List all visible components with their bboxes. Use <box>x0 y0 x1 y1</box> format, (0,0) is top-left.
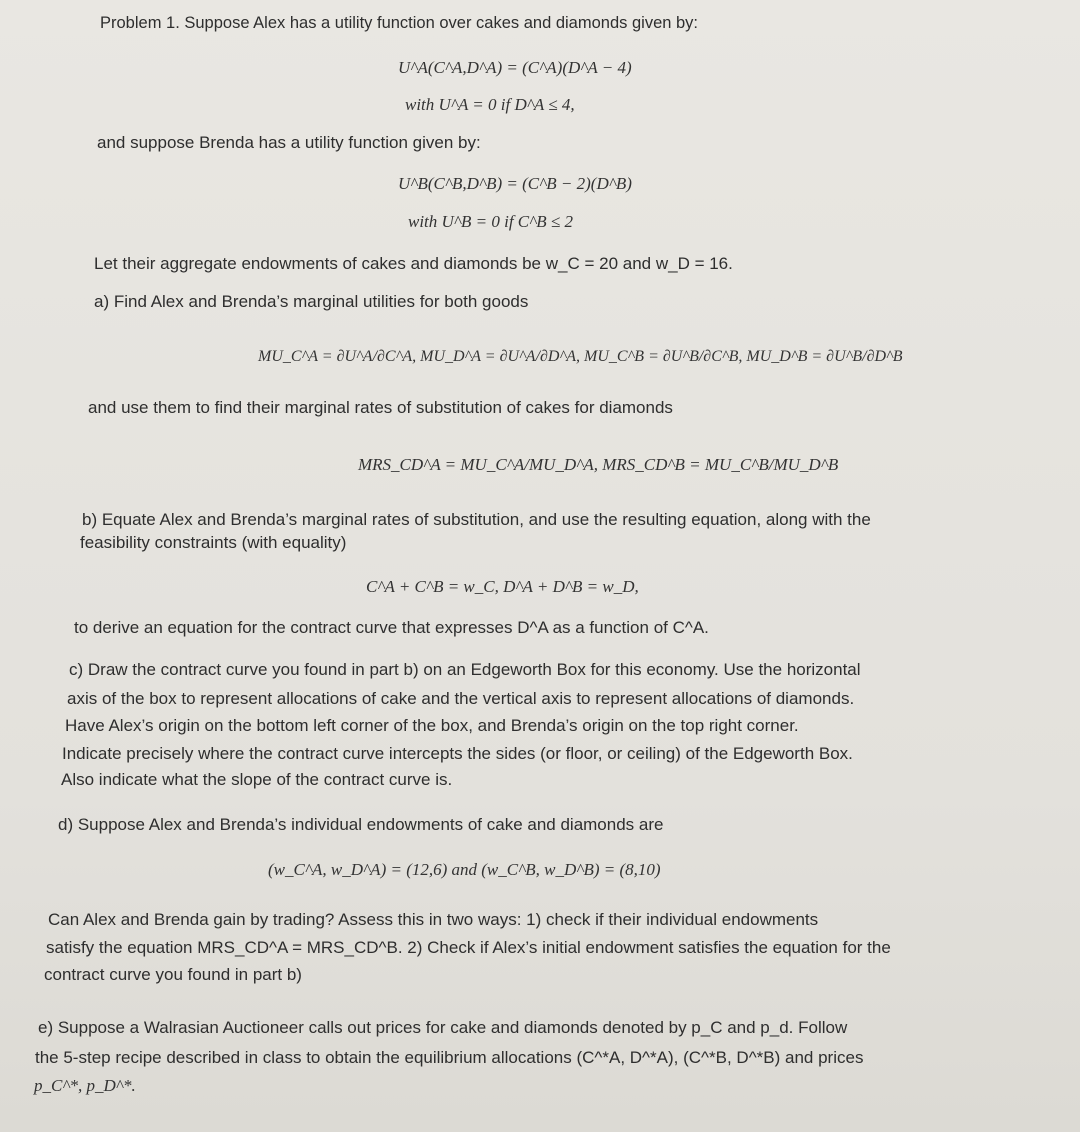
part-a-text-2: and use them to find their marginal rates of substitution of cakes for diamonds <box>88 398 673 417</box>
equation-utility-brenda-condition: with U^B = 0 if C^B ≤ 2 <box>408 212 574 231</box>
equation-utility-alex: U^A(C^A,D^A) = (C^A)(D^A − 4) <box>398 58 632 77</box>
part-c-line-1: c) Draw the contract curve you found in part b) on an Edgeworth Box for this economy. Use the horizontal <box>69 660 861 679</box>
part-b-line-1: b) Equate Alex and Brenda’s marginal rates of substitution, and use the resulting equation, along with the <box>82 510 871 529</box>
feasibility-constraints: C^A + C^B = w_C, D^A + D^B = w_D, <box>366 577 639 596</box>
part-c-line-5: Also indicate what the slope of the contract curve is. <box>61 770 453 789</box>
part-c-line-4: Indicate precisely where the contract curve intercepts the sides (or floor, or ceiling) of the Edgeworth Box. <box>62 744 853 763</box>
part-d-text: d) Suppose Alex and Brenda’s individual endowments of cake and diamonds are <box>58 815 664 834</box>
individual-endowments: (w_C^A, w_D^A) = (12,6) and (w_C^B, w_D^B) = (8,10) <box>268 860 661 879</box>
part-a-text: a) Find Alex and Brenda’s marginal utilities for both goods <box>94 292 529 311</box>
part-d-question-2: satisfy the equation MRS_CD^A = MRS_CD^B. 2) Check if Alex’s initial endowment satisfies the equation for the <box>46 938 891 957</box>
part-e-line-2: the 5-step recipe described in class to obtain the equilibrium allocations (C^*A, D^*A), (C^*B, D^*B) and prices <box>35 1048 864 1067</box>
equation-utility-brenda: U^B(C^B,D^B) = (C^B − 2)(D^B) <box>398 174 632 193</box>
part-b-line-3: to derive an equation for the contract curve that expresses D^A as a function of C^A. <box>74 618 709 637</box>
marginal-utility-definitions: MU_C^A = ∂U^A/∂C^A, MU_D^A = ∂U^A/∂D^A, MU_C^B = ∂U^B/∂C^B, MU_D^B = ∂U^B/∂D^B <box>258 348 903 365</box>
aggregate-endowments: Let their aggregate endowments of cakes and diamonds be w_C = 20 and w_D = 16. <box>94 254 733 273</box>
equation-utility-alex-condition: with U^A = 0 if D^A ≤ 4, <box>405 95 575 114</box>
part-d-question-1: Can Alex and Brenda gain by trading? Assess this in two ways: 1) check if their individual endowments <box>48 910 819 929</box>
part-c-line-3: Have Alex’s origin on the bottom left corner of the box, and Brenda’s origin on the top right corner. <box>65 716 799 735</box>
part-e-line-1: e) Suppose a Walrasian Auctioneer calls out prices for cake and diamonds denoted by p_C and p_d. Follow <box>38 1018 848 1037</box>
part-d-question-3: contract curve you found in part b) <box>44 965 302 984</box>
part-b-line-2: feasibility constraints (with equality) <box>80 533 347 552</box>
problem-title: Problem 1. Suppose Alex has a utility function over cakes and diamonds given by: <box>100 14 699 32</box>
part-e-line-3: p_C^*, p_D^*. <box>34 1076 136 1095</box>
brenda-intro: and suppose Brenda has a utility function given by: <box>97 133 481 152</box>
mrs-definitions: MRS_CD^A = MU_C^A/MU_D^A, MRS_CD^B = MU_C^B/MU_D^B <box>358 455 839 474</box>
part-c-line-2: axis of the box to represent allocations of cake and the vertical axis to represent allocations of diamonds. <box>67 689 855 708</box>
